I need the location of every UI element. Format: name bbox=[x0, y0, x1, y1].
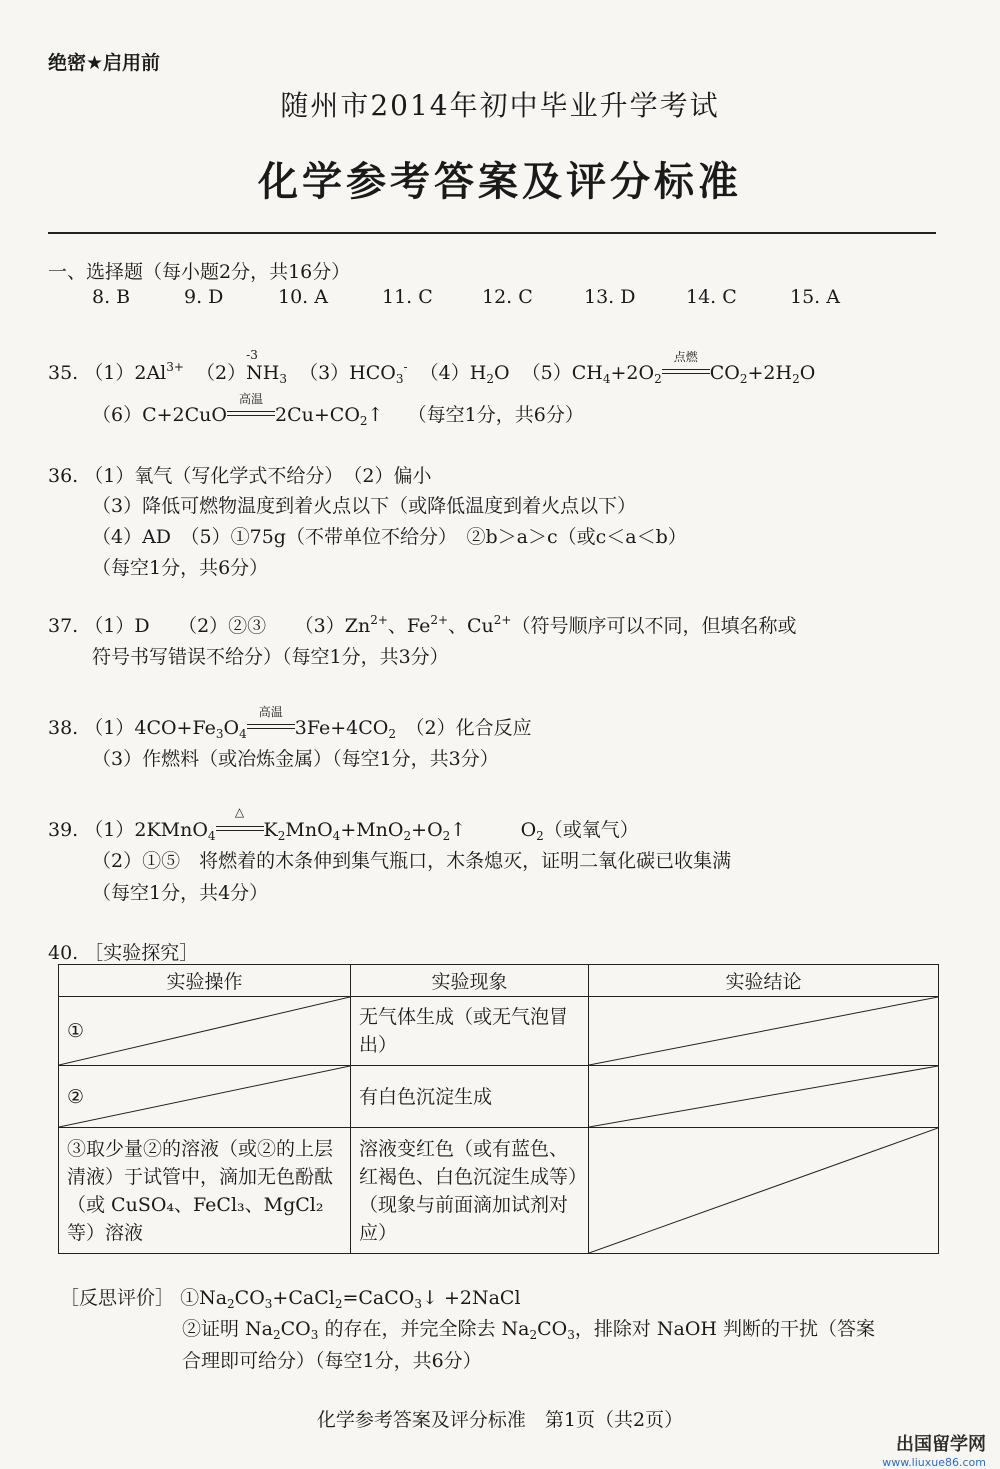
table-cell: ① bbox=[59, 997, 351, 1066]
diagonal-slash bbox=[59, 1066, 350, 1127]
column-header: 实验现象 bbox=[351, 965, 589, 997]
experiment-table bbox=[58, 964, 939, 1254]
q37-line1: 37. （1）D （2）②③ $(3)Zn^{2+}$、$Fe^{2+}$、$Cu^{2+}$（符号顺序可以不同，但填名称或 bbox=[48, 613, 797, 637]
table-row bbox=[59, 1066, 939, 1128]
diagonal-slash bbox=[589, 1066, 938, 1127]
answer-item: 8. B bbox=[92, 286, 131, 308]
question-number: 37. bbox=[48, 615, 79, 637]
q38-line2: （3）作燃料（或冶炼金属）（每空1分，共3分） bbox=[92, 748, 499, 770]
table-cell: 有白色沉淀生成 bbox=[351, 1066, 589, 1128]
header-divider bbox=[48, 232, 936, 234]
table-cell bbox=[589, 1066, 939, 1128]
reaction-arrow: 高温 bbox=[247, 717, 295, 739]
q36-line4: （每空1分，共6分） bbox=[92, 557, 269, 579]
question-number: 39. bbox=[48, 819, 79, 841]
answer-item: 11. C bbox=[382, 286, 433, 308]
q35-line1: 35. $(1)2Al^{3+}$ （2） -3 $NH_3$ $(3)HCO_3^-$ $(4)H_2O$ $(5)CH_4+2O_2$ 点燃 $CO_2+2H_2O$ bbox=[48, 348, 816, 386]
table-header-row bbox=[59, 965, 939, 997]
answer-item: 15. A bbox=[790, 286, 840, 308]
table-cell: ② bbox=[59, 1066, 351, 1128]
document-title: 化学参考答案及评分标准 bbox=[258, 159, 742, 205]
site-watermark bbox=[882, 1430, 986, 1469]
diagonal-slash bbox=[589, 997, 938, 1065]
diagonal-slash bbox=[59, 997, 350, 1065]
watermark-name: 出国留学网 bbox=[896, 1434, 986, 1455]
reflection-line1: ［反思评价］ $①Na_2CO_3+CaCl_2=CaCO_3↓$ +2NaCl bbox=[60, 1287, 521, 1311]
q39-line3: （每空1分，共4分） bbox=[92, 882, 269, 904]
question-number: 38. bbox=[48, 717, 79, 739]
reaction-arrow: △ bbox=[216, 819, 264, 841]
q39-line2: （2）①⑤ 将燃着的木条伸到集气瓶口，木条熄灭，证明二氧化碳已收集满 bbox=[92, 850, 732, 872]
score-note: （每空1分，共6分） bbox=[407, 404, 584, 426]
q39-line1: 39. （1）2KMnO$_4$ △ $K_2MnO_4+MnO_2+O_2↑$ $O_2$（或氧气） bbox=[48, 805, 639, 843]
reflection-line2: ②证明 $Na_2CO_3$ 的存在，并完全除去 $Na_2CO_3$，排除对 NaOH 判断的干扰（答案 bbox=[182, 1318, 876, 1342]
q36-line3: （4）AD （5）①75g（不带单位不给分） ②b＞a＞c（或c＜a＜b） bbox=[92, 526, 687, 548]
question-number: 35. bbox=[48, 362, 79, 384]
table-cell: 无气体生成（或无气泡冒出） bbox=[351, 997, 589, 1066]
section-heading-choice: 一、选择题（每小题2分，共16分） bbox=[48, 261, 351, 283]
reflection-label: ［反思评价］ bbox=[60, 1287, 175, 1309]
answer-item: 9. D bbox=[184, 286, 224, 308]
q37-line2: 符号书写错误不给分）（每空1分，共3分） bbox=[92, 646, 449, 668]
answer-item: 12. C bbox=[482, 286, 533, 308]
column-header: 实验操作 bbox=[59, 965, 351, 997]
q36-line2: （3）降低可燃物温度到着火点以下（或降低温度到着火点以下） bbox=[92, 495, 637, 517]
q38-line1: 38. $(1)4CO+Fe_3O_4$ 高温 $3Fe+4CO_2$ （2）化合反应 bbox=[48, 705, 532, 741]
q36-line1: 36. （1）氧气（写化学式不给分） （2）偏小 bbox=[48, 465, 432, 487]
question-number: 36. bbox=[48, 465, 79, 487]
confidential-mark: 绝密★启用前 bbox=[48, 52, 161, 74]
table-cell: 溶液变红色（或有蓝色、红褐色、白色沉淀生成等）（现象与前面滴加试剂对应） bbox=[351, 1128, 589, 1254]
question-number: 40. bbox=[48, 942, 79, 964]
table-cell: ③取少量②的溶液（或②的上层清液）于试管中，滴加无色酚酞（或 CuSO₄、FeCl₃、MgCl₂ 等）溶液 bbox=[59, 1128, 351, 1254]
reaction-arrow: 点燃 bbox=[662, 362, 710, 384]
watermark-url: www.liuxue86.com bbox=[882, 1456, 986, 1469]
answer-item: 14. C bbox=[686, 286, 737, 308]
reaction-arrow: 高温 bbox=[227, 404, 275, 426]
table-row bbox=[59, 997, 939, 1066]
table-cell bbox=[589, 997, 939, 1066]
q40-heading: 40. ［实验探究］ bbox=[48, 942, 199, 964]
diagonal-slash bbox=[589, 1128, 938, 1253]
table-row bbox=[59, 1128, 939, 1254]
answer-item: 10. A bbox=[278, 286, 328, 308]
table-cell bbox=[589, 1128, 939, 1254]
reflection-line3: 合理即可给分）（每空1分，共6分） bbox=[182, 1350, 482, 1372]
answer-item: 13. D bbox=[584, 286, 636, 308]
page-footer: 化学参考答案及评分标准 第1页（共2页） bbox=[316, 1409, 684, 1431]
column-header: 实验结论 bbox=[589, 965, 939, 997]
exam-title: 随州市2014年初中毕业升学考试 bbox=[280, 89, 720, 122]
q35-line2: （6）C+2CuO 高温 $2Cu+CO_2↑$ （每空1分，共6分） bbox=[92, 392, 584, 428]
